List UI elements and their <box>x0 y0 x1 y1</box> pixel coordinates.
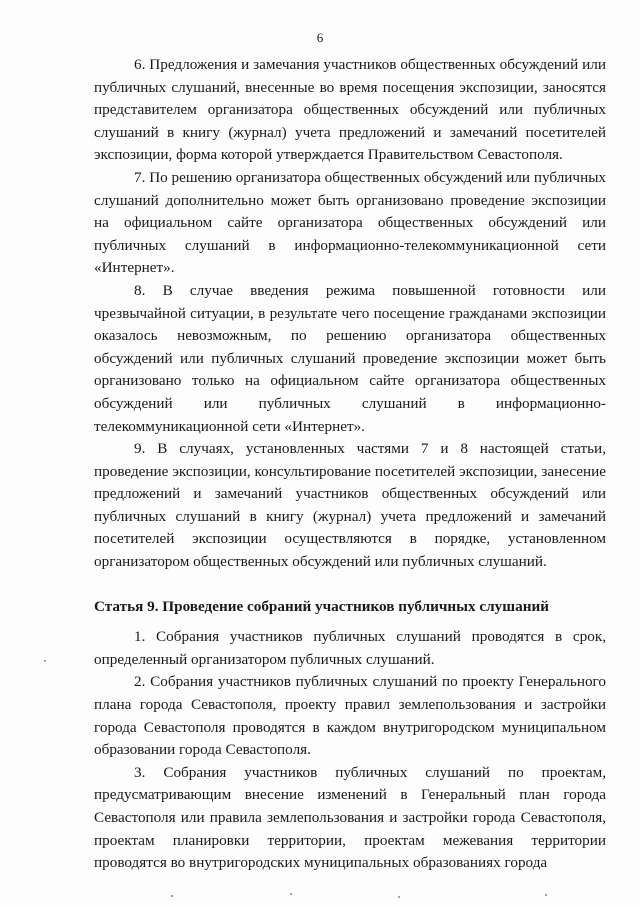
paragraph-8: 8. В случае введения режима повышенной готовности или чрезвычайной ситуации, в результате чего посещение гражданами экспозиции оказалось невозможным, по решению организатора общественных обсуждений или публичных слушаний проведение экспозиции может быть организовано только на официальном сайте организатора общественных обсуждений или публичных слушаний в информационно-телекоммуникационной сети «Интернет». <box>94 281 606 435</box>
paragraph-6: 6. Предложения и замечания участников общественных обсуждений или публичных слушаний, внесенные во время посещения экспозиции, заносятся представителем организатора общественных обсуждений или публичных слушаний в книгу (журнал) учета предложений и замечаний посетителей экспозиции, форма которой утверждается Правительством Севастополя. <box>94 56 606 164</box>
scan-artifact <box>398 896 400 898</box>
scan-artifact <box>545 894 547 896</box>
paragraph-7: 7. По решению организатора общественных обсуждений или публичных слушаний дополнительно может быть организовано проведение экспозиции на официальном сайте организатора общественных обсуждений или публичных слушаний в информационно-телекоммуникационной сети «Интернет». <box>94 168 606 277</box>
article-paragraph-3: 3. Собрания участников публичных слушаний по проектам, предусматривающим внесение изменений в Генеральный план города Севастополя или правила землепользования и застройки города Севастополя, проектам планировки территории, проектам межевания территории проводятся во внутригородских муниципальных образованиях города <box>94 763 606 872</box>
article-paragraph-2: 2. Собрания участников публичных слушаний по проекту Генерального плана города Севастополя, проекту правил землепользования и застройки города Севастополя проводятся в каждом внутригородском муниципальном образовании города Севастополя. <box>94 673 606 759</box>
article-paragraph-1: 1. Собрания участников публичных слушаний проводятся в срок, определенный организатором публичных слушаний. <box>94 628 606 668</box>
scan-artifact <box>44 660 46 662</box>
scan-artifact <box>290 893 292 895</box>
document-body <box>94 54 606 875</box>
page-number: 6 <box>316 30 324 45</box>
paragraph-9: 9. В случаях, установленных частями 7 и 8 настоящей статьи, проведение экспозиции, консультирование посетителей экспозиции, занесение предложений и замечаний участников общественных обсуждений или публичных слушаний в книгу (журнал) учета предложений и замечаний посетителей экспозиции осуществляются в порядке, установленном организатором общественных обсуждений или публичных слушаний. <box>94 440 606 571</box>
scan-artifact <box>171 895 173 897</box>
article-heading: Статья 9. Проведение собраний участников публичных слушаний <box>94 597 549 615</box>
